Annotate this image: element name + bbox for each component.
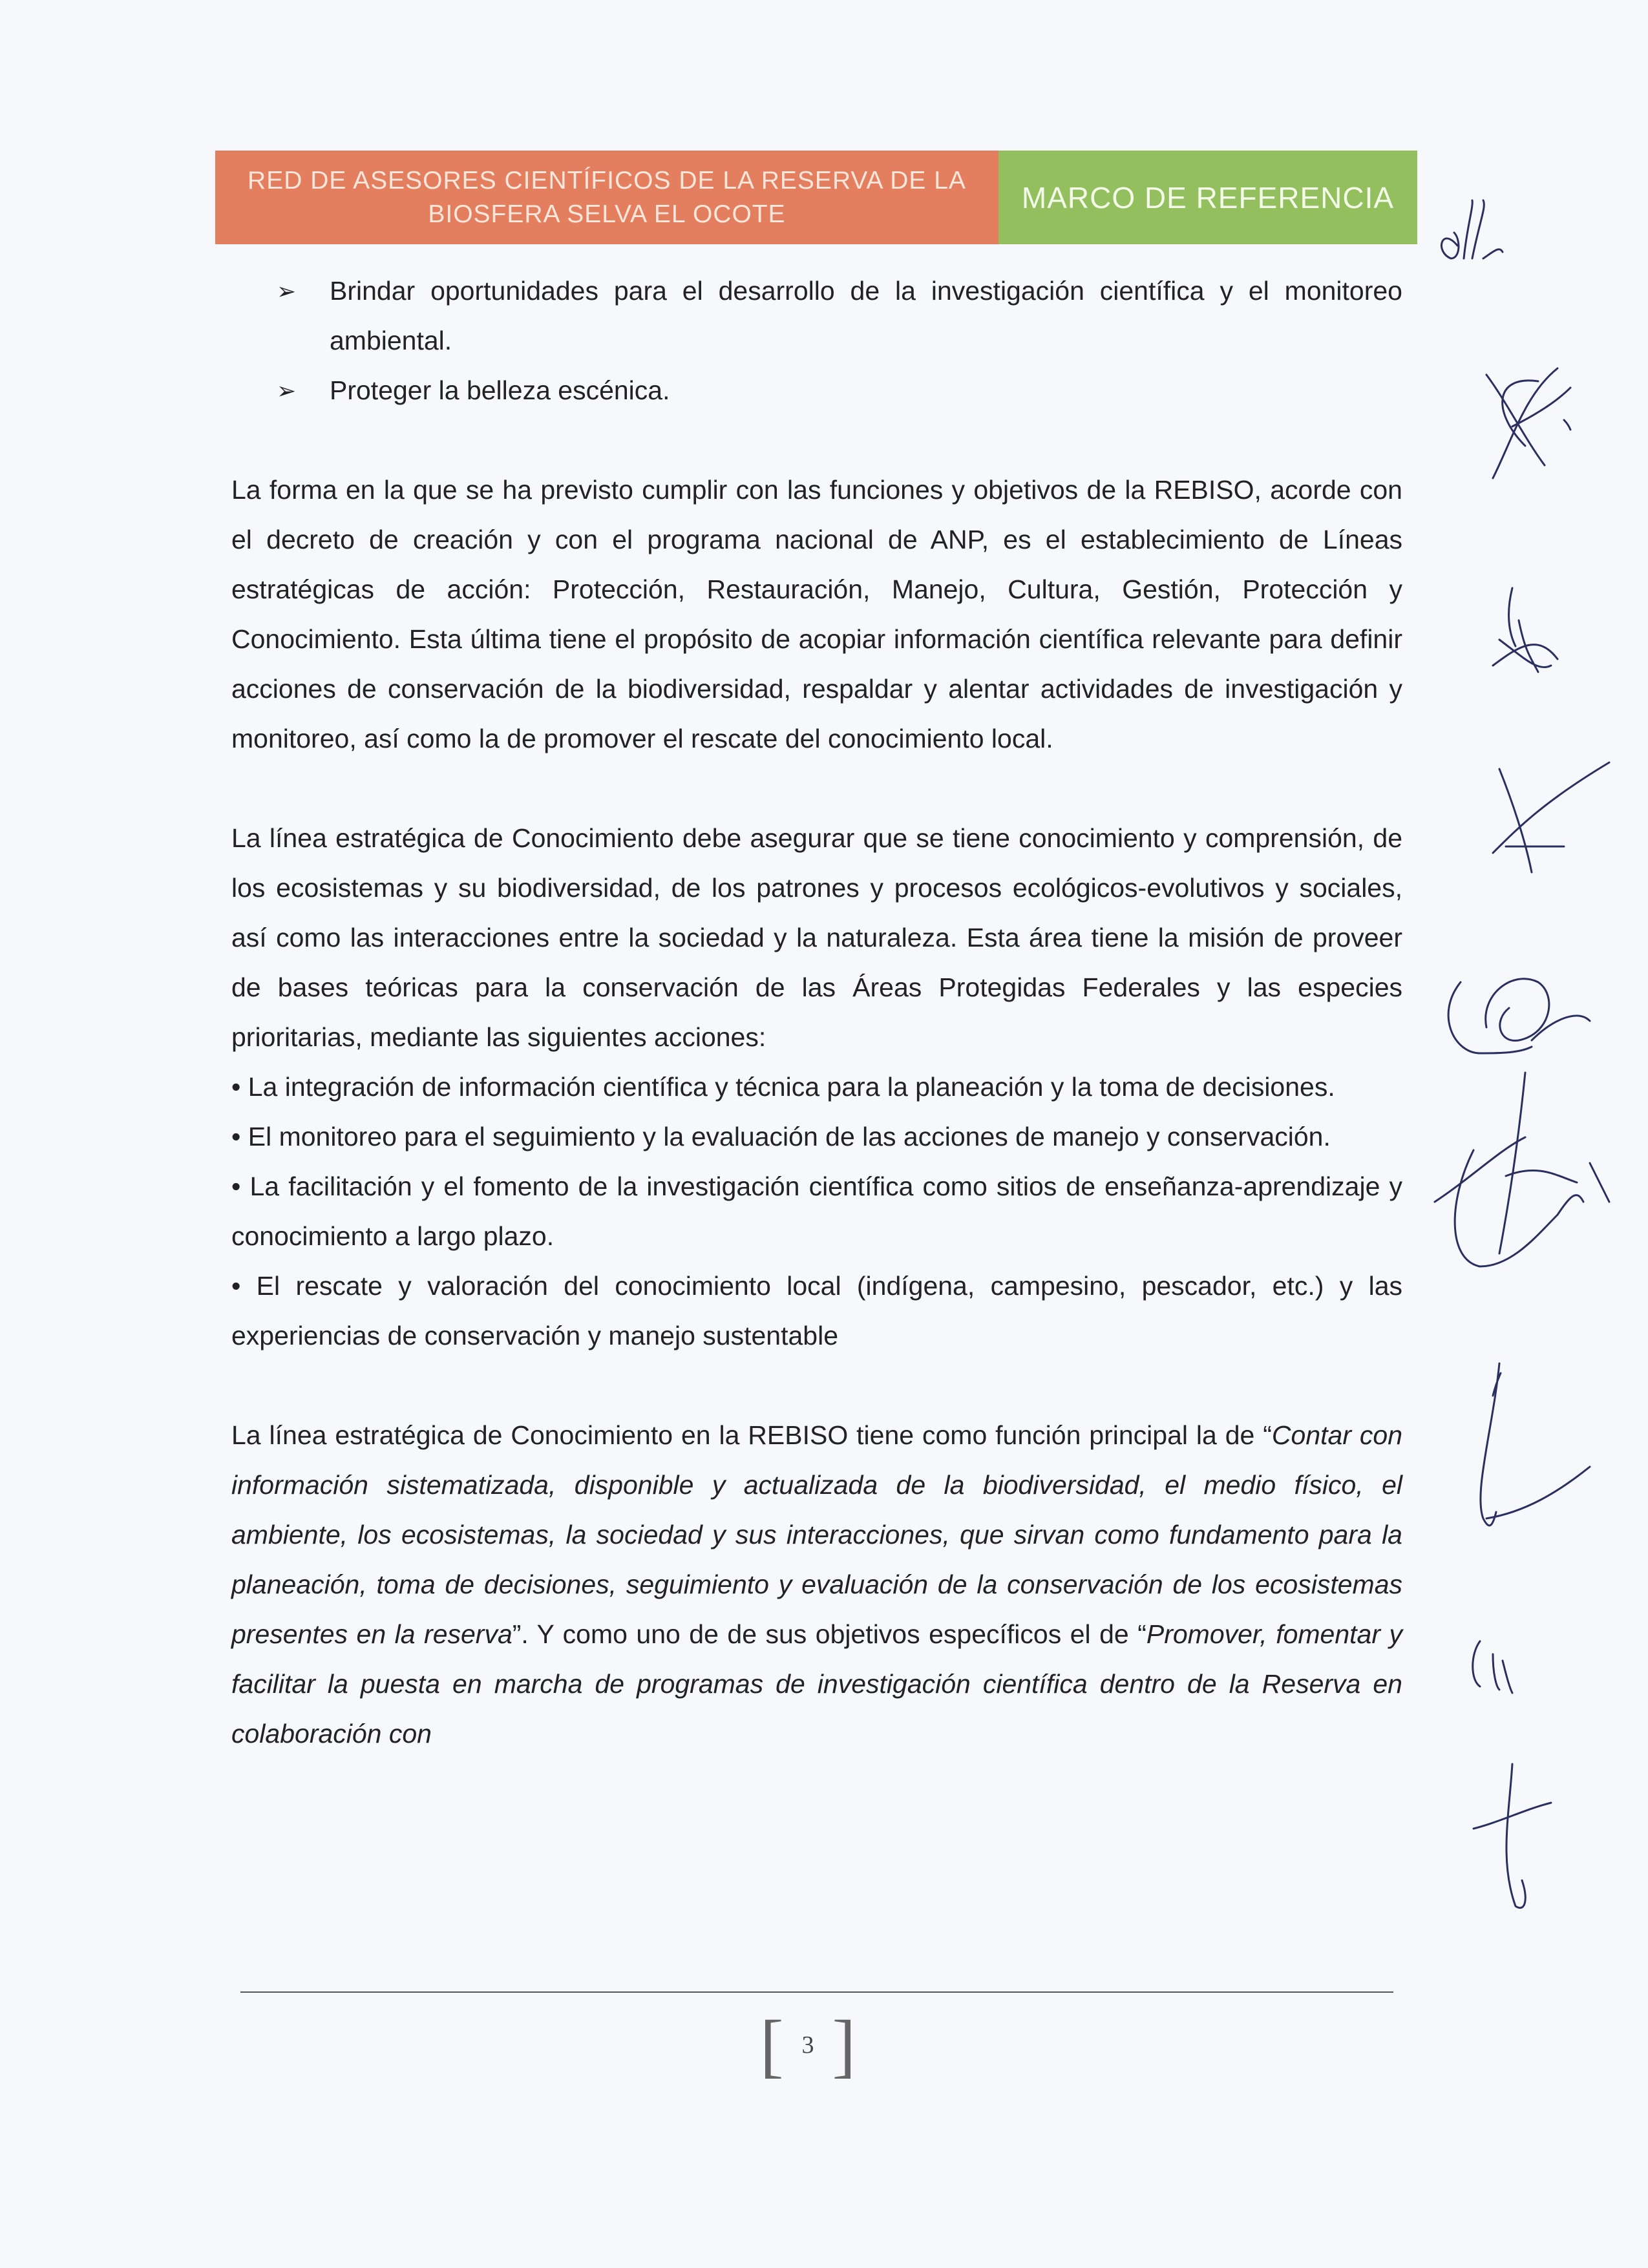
header-section-title: MARCO DE REFERENCIA <box>998 151 1417 244</box>
page-bracket-right: ] <box>832 2006 856 2084</box>
page-header <box>215 151 1417 244</box>
arrow-bullet-item <box>231 266 1402 366</box>
header-org-line1: RED DE ASESORES CIENTÍFICOS DE LA RESERVA DE LA <box>248 166 966 194</box>
quoted-function-text: Contar con información sistematizada, disponible y actualizada de la biodiversidad, el medio físico, el ambiente, los ecosistemas, la sociedad y sus interacciones, que sirvan como fundamento para la planeación, toma de decisiones, seguimiento y evaluación de la conservación de los ecosistemas presentes en la reserva <box>231 1420 1402 1649</box>
margin-signatures <box>1396 168 1648 1977</box>
quoted-objective-text: Promover, fomentar y facilitar la puesta en marcha de programas de investigación científica dentro de la Reserva en colaboración con <box>231 1619 1402 1748</box>
paragraph-intro-text: La línea estratégica de Conocimiento en la REBISO tiene como función principal la de “ <box>231 1420 1272 1450</box>
paragraph-lineas-estrategicas: La forma en la que se ha previsto cumplir con las funciones y objetivos de la REBISO, acorde con el decreto de creación y con el programa nacional de ANP, es el establecimiento de Líneas estratégicas de acción: Protección, Restauración, Manejo, Cultura, Gestión, Protección y Conocimiento. Esta última tiene el propósito de acopiar información científica relevante para definir acciones de conservación de la biodiversidad, respaldar y alentar actividades de investigación y monitoreo, así como la de promover el rescate del conocimiento local. <box>231 475 1402 753</box>
header-organization <box>215 151 998 244</box>
page-number-block <box>743 2006 872 2084</box>
action-list-item: • El rescate y valoración del conocimiento local (indígena, campesino, pescador, etc.) y las experiencias de conservación y manejo sustentable <box>231 1271 1402 1350</box>
action-list-item: • El monitoreo para el seguimiento y la evaluación de las acciones de manejo y conservación. <box>231 1122 1331 1151</box>
paragraph-middle-text: ”. Y como uno de de sus objetivos específicos el de “ <box>512 1619 1146 1649</box>
page-number: 3 <box>801 2032 814 2059</box>
paragraph-linea-conocimiento: La línea estratégica de Conocimiento debe asegurar que se tiene conocimiento y comprensión, de los ecosistemas y su biodiversidad, de los patrones y procesos ecológicos-evolutivos y sociales, así como las interacciones entre la sociedad y la naturaleza. Esta área tiene la misión de proveer de bases teóricas para la conservación de las Áreas Protegidas Federales y las especies prioritarias, mediante las siguientes acciones: <box>231 823 1402 1052</box>
paragraph-funcion-principal <box>231 1411 1402 1759</box>
handwritten-signatures-image <box>1396 168 1648 1977</box>
header-org-line2: BIOSFERA SELVA EL OCOTE <box>428 200 786 228</box>
arrow-bullet-icon: ➢ <box>277 377 297 404</box>
page-bracket-left: [ <box>759 2006 784 2084</box>
footer-divider <box>240 1991 1393 1993</box>
page-content <box>231 266 1402 1759</box>
action-list-item: • La integración de información científica y técnica para la planeación y la toma de decisiones. <box>231 1072 1335 1102</box>
arrow-bullet-icon: ➢ <box>277 278 297 304</box>
arrow-bullet-text: Brindar oportunidades para el desarrollo de la investigación científica y el monitoreo ambiental. <box>330 276 1402 355</box>
arrow-bullet-text: Proteger la belleza escénica. <box>330 375 670 405</box>
action-list-item: • La facilitación y el fomento de la investigación científica como sitios de enseñanza-aprendizaje y conocimiento a largo plazo. <box>231 1171 1402 1251</box>
arrow-bullet-item <box>231 366 1402 415</box>
